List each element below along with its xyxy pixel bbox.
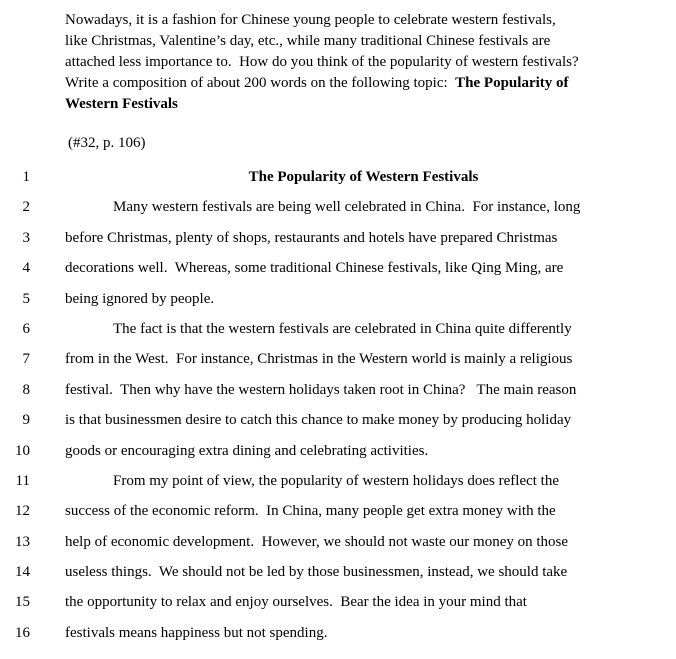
essay-line [0, 223, 676, 253]
prompt-line-text: Nowadays, it is a fashion for Chinese young people to celebrate western festivals, [65, 12, 556, 28]
line-number: 16 [15, 624, 30, 641]
line-text: from in the West. For instance, Christmas in the Western world is mainly a religious [65, 351, 573, 368]
line-number: 14 [15, 564, 30, 581]
prompt-line [65, 94, 664, 115]
essay-line [0, 496, 676, 526]
prompt-topic-bold-text: The Popularity of [455, 75, 569, 91]
essay-line [0, 253, 676, 283]
prompt-line-text: like Christmas, Valentine’s day, etc., while many traditional Chinese festivals are [65, 33, 551, 49]
prompt-line [65, 10, 664, 31]
line-text: before Christmas, plenty of shops, restaurants and hotels have prepared Christmas [65, 229, 558, 246]
reference-label: (#32, p. 106) [68, 135, 146, 151]
line-number: 1 [22, 169, 30, 185]
essay-body [0, 162, 676, 648]
essay-line [0, 314, 676, 344]
line-text: success of the economic reform. In China, many people get extra money with the [65, 503, 556, 520]
essay-line [0, 436, 676, 466]
line-number: 6 [22, 320, 30, 337]
line-text: From my point of view, the popularity of western holidays does reflect the [113, 472, 560, 489]
essay-line [0, 466, 676, 496]
line-number: 8 [22, 381, 30, 398]
prompt-line [65, 31, 664, 52]
essay-line [0, 162, 676, 192]
line-text: goods or encouraging extra dining and celebrating activities. [65, 442, 429, 459]
prompt-line-text: attached less importance to. How do you think of the popularity of western festivals? [65, 54, 579, 70]
prompt-topic-bold-text: Western Festivals [65, 96, 178, 112]
document-page [0, 10, 676, 659]
line-text: Many western festivals are being well celebrated in China. For instance, long [113, 199, 581, 216]
line-text: decorations well. Whereas, some traditional Chinese festivals, like Qing Ming, are [65, 260, 564, 277]
line-text: The fact is that the western festivals are celebrated in China quite differently [113, 320, 572, 337]
line-number: 12 [15, 503, 30, 520]
essay-line [0, 587, 676, 617]
line-number: 11 [15, 472, 30, 489]
line-text: festival. Then why have the western holidays taken root in China? The main reason [65, 381, 577, 398]
prompt-line [65, 73, 664, 94]
prompt-line [65, 52, 664, 73]
line-number: 9 [22, 412, 30, 429]
line-text: is that businessmen desire to catch this chance to make money by producing holiday [65, 412, 572, 429]
line-text: help of economic development. However, we should not waste our money on those [65, 533, 569, 550]
line-number: 5 [22, 290, 30, 307]
line-text: the opportunity to relax and enjoy ourselves. Bear the idea in your mind that [65, 594, 527, 611]
essay-line [0, 344, 676, 374]
line-text: festivals means happiness but not spending. [65, 624, 328, 641]
prompt-line-text: Write a composition of about 200 words on the following topic: [65, 75, 456, 91]
prompt-paragraph [65, 10, 664, 115]
line-text: The Popularity of Western Festivals [248, 169, 479, 185]
essay-line [0, 405, 676, 435]
line-number: 4 [22, 260, 30, 277]
line-number: 13 [15, 533, 30, 550]
essay-line [0, 527, 676, 557]
essay-line [0, 192, 676, 222]
line-number: 10 [15, 442, 30, 459]
line-number: 3 [22, 229, 30, 246]
line-number: 2 [22, 199, 30, 216]
essay-line [0, 284, 676, 314]
essay-line [0, 618, 676, 648]
essay-line [0, 557, 676, 587]
line-number: 7 [22, 351, 30, 368]
line-text: being ignored by people. [65, 290, 215, 307]
line-number: 15 [15, 594, 30, 611]
essay-line [0, 375, 676, 405]
line-text: useless things. We should not be led by those businessmen, instead, we should take [65, 564, 568, 581]
